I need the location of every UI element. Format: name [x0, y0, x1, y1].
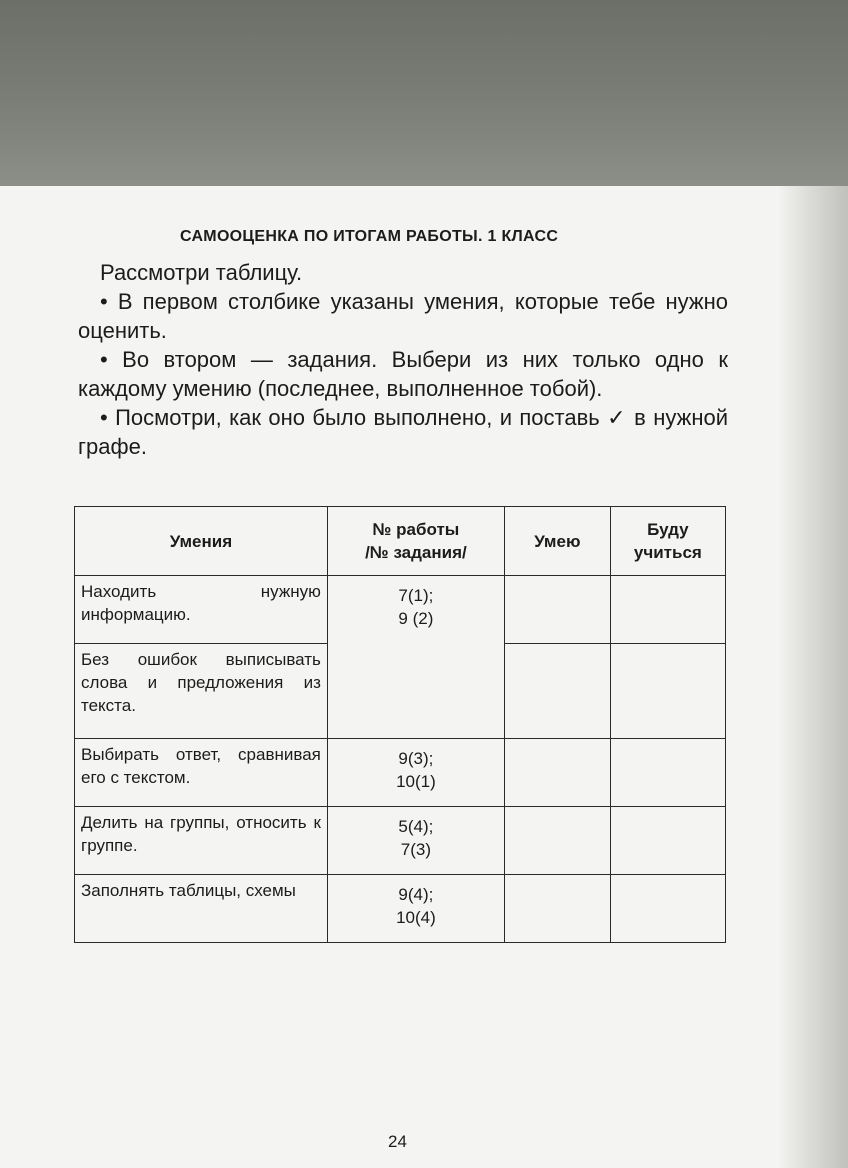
background-top — [0, 0, 848, 186]
instruction-bullet-3: • Посмотри, как оно было выполнено, и поставь ✓ в нужной графе. — [78, 405, 728, 459]
skill-cell: Заполнять таблицы, схемы — [75, 875, 328, 943]
will-learn-checkbox-cell[interactable] — [610, 875, 725, 943]
instruction-bullet-2: • Во втором — задания. Выбери из них только одно к каждому умению (последнее, выполненное тобой). — [78, 347, 728, 401]
header-can: Умею — [504, 507, 610, 576]
instructions — [78, 258, 728, 461]
will-learn-checkbox-cell[interactable] — [610, 576, 725, 644]
can-checkbox-cell[interactable] — [504, 875, 610, 943]
header-work-line1: № работы — [372, 520, 460, 539]
work-line1: 5(4); — [398, 817, 434, 836]
can-checkbox-cell[interactable] — [504, 739, 610, 807]
skill-cell: Без ошибок выписывать слова и предложения из текста. — [75, 644, 328, 739]
self-assessment-table — [74, 506, 726, 943]
will-learn-checkbox-cell[interactable] — [610, 807, 725, 875]
can-checkbox-cell[interactable] — [504, 576, 610, 644]
work-line1: 9(4); — [398, 885, 434, 904]
table-row — [75, 807, 726, 875]
work-line2: 7(3) — [400, 840, 432, 859]
table-row — [75, 739, 726, 807]
header-will-learn — [610, 507, 725, 576]
will-learn-checkbox-cell[interactable] — [610, 644, 725, 739]
header-will-learn-line1: Буду — [647, 520, 689, 539]
header-work — [327, 507, 504, 576]
table-row — [75, 576, 726, 644]
document-page — [0, 186, 800, 1168]
instruction-bullet-1: • В первом столбике указаны умения, которые тебе нужно оценить. — [78, 289, 728, 343]
work-line1: 9(3); — [398, 749, 434, 768]
work-cell — [327, 875, 504, 943]
skill-cell: Делить на группы, относить к группе. — [75, 807, 328, 875]
can-checkbox-cell[interactable] — [504, 644, 610, 739]
work-cell — [327, 576, 504, 739]
page-number: 24 — [388, 1132, 407, 1151]
table-header-row — [75, 507, 726, 576]
work-cell — [327, 739, 504, 807]
skill-cell: Выбирать ответ, сравнивая его с текстом. — [75, 739, 328, 807]
will-learn-checkbox-cell[interactable] — [610, 739, 725, 807]
work-cell — [327, 807, 504, 875]
page-title: САМООЦЕНКА ПО ИТОГАМ РАБОТЫ. 1 КЛАСС — [180, 228, 559, 245]
work-line2: 10(1) — [396, 772, 436, 791]
table-row — [75, 875, 726, 943]
header-work-line2: /№ задания/ — [365, 543, 467, 562]
header-skills: Умения — [75, 507, 328, 576]
work-line2: 9 (2) — [398, 609, 434, 628]
header-will-learn-line2: учиться — [633, 543, 702, 562]
work-line1: 7(1); — [398, 586, 434, 605]
instruction-lead: Рассмотри таблицу. — [100, 260, 303, 285]
skill-cell: Находить нужную информацию. — [75, 576, 328, 644]
can-checkbox-cell[interactable] — [504, 807, 610, 875]
work-line2: 10(4) — [396, 908, 436, 927]
